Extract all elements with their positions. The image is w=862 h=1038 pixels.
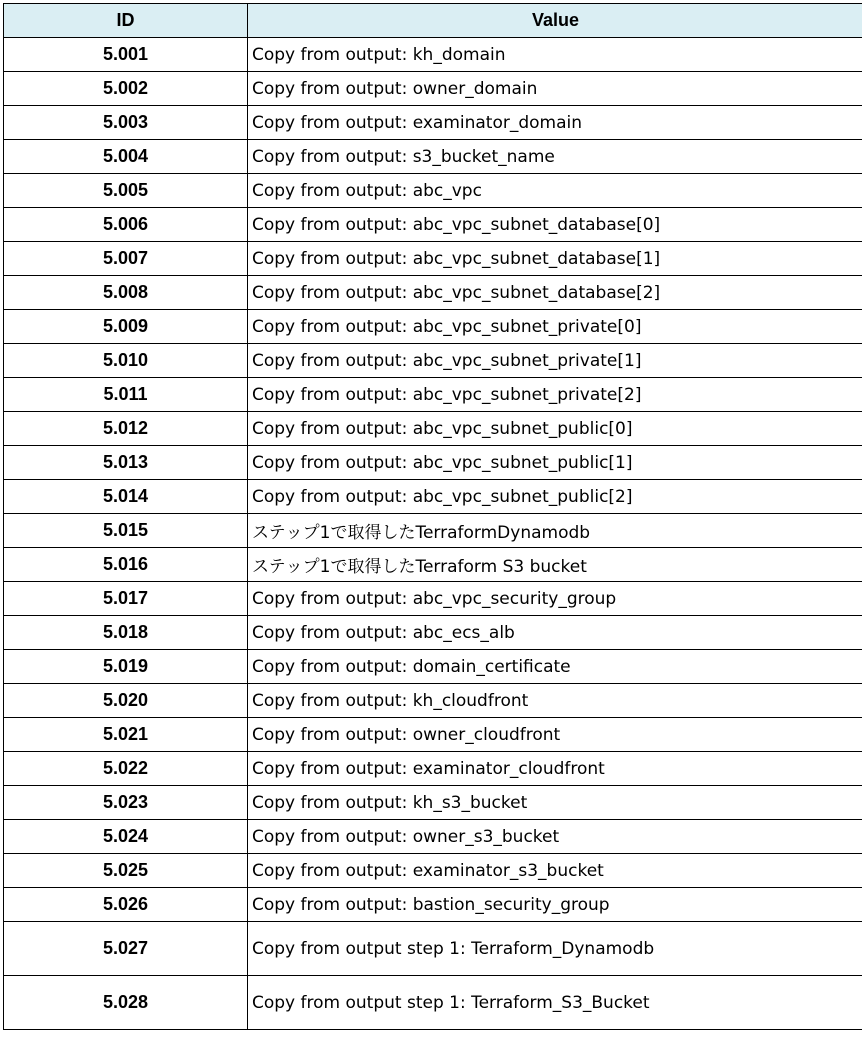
row-id-cell[interactable]: 5.002 xyxy=(4,72,248,106)
row-value-cell[interactable]: Copy from output: abc_vpc_subnet_database[1] xyxy=(248,242,862,276)
table-row xyxy=(4,786,862,820)
table-row xyxy=(4,242,862,276)
row-id-cell[interactable]: 5.026 xyxy=(4,888,248,922)
table-row xyxy=(4,344,862,378)
row-id-cell[interactable]: 5.019 xyxy=(4,650,248,684)
id-value-table xyxy=(3,3,862,1030)
row-id-cell[interactable]: 5.013 xyxy=(4,446,248,480)
row-value-cell[interactable]: Copy from output: examinator_cloudfront xyxy=(248,752,862,786)
row-value-cell[interactable]: Copy from output: abc_vpc_subnet_public[2] xyxy=(248,480,862,514)
row-id-cell[interactable]: 5.017 xyxy=(4,582,248,616)
row-value-cell[interactable]: Copy from output: abc_vpc_subnet_database[2] xyxy=(248,276,862,310)
table-row xyxy=(4,922,862,976)
row-id-cell[interactable]: 5.012 xyxy=(4,412,248,446)
row-value-cell[interactable]: ステップ1で取得したTerraformDynamodb xyxy=(248,514,862,548)
table-row xyxy=(4,310,862,344)
row-value-cell[interactable]: Copy from output: owner_s3_bucket xyxy=(248,820,862,854)
row-value-cell[interactable]: Copy from output: owner_cloudfront xyxy=(248,718,862,752)
row-id-cell[interactable]: 5.018 xyxy=(4,616,248,650)
row-value-cell[interactable]: Copy from output: abc_ecs_alb xyxy=(248,616,862,650)
row-value-cell[interactable]: Copy from output: kh_domain xyxy=(248,38,862,72)
row-value-cell[interactable]: ステップ1で取得したTerraform S3 bucket xyxy=(248,548,862,582)
row-value-cell[interactable]: Copy from output: kh_s3_bucket xyxy=(248,786,862,820)
row-id-cell[interactable]: 5.011 xyxy=(4,378,248,412)
row-id-cell[interactable]: 5.007 xyxy=(4,242,248,276)
row-value-cell[interactable]: Copy from output: bastion_security_group xyxy=(248,888,862,922)
row-value-cell[interactable]: Copy from output: abc_vpc_subnet_public[0] xyxy=(248,412,862,446)
row-id-cell[interactable]: 5.027 xyxy=(4,922,248,976)
table-row xyxy=(4,38,862,72)
row-id-cell[interactable]: 5.020 xyxy=(4,684,248,718)
table-row xyxy=(4,514,862,548)
header-value[interactable]: Value xyxy=(248,4,862,38)
row-id-cell[interactable]: 5.016 xyxy=(4,548,248,582)
row-id-cell[interactable]: 5.005 xyxy=(4,174,248,208)
table-row xyxy=(4,174,862,208)
row-id-cell[interactable]: 5.028 xyxy=(4,976,248,1030)
table-row xyxy=(4,276,862,310)
row-id-cell[interactable]: 5.001 xyxy=(4,38,248,72)
table-row xyxy=(4,140,862,174)
row-value-cell[interactable]: Copy from output: s3_bucket_name xyxy=(248,140,862,174)
row-id-cell[interactable]: 5.024 xyxy=(4,820,248,854)
table-row xyxy=(4,72,862,106)
row-id-cell[interactable]: 5.021 xyxy=(4,718,248,752)
table-row xyxy=(4,480,862,514)
header-id[interactable]: ID xyxy=(4,4,248,38)
table-row xyxy=(4,412,862,446)
row-value-cell[interactable]: Copy from output: abc_vpc_subnet_private[2] xyxy=(248,378,862,412)
row-value-cell[interactable]: Copy from output: abc_vpc_subnet_database[0] xyxy=(248,208,862,242)
header-row xyxy=(4,4,862,38)
table-row xyxy=(4,976,862,1030)
row-id-cell[interactable]: 5.022 xyxy=(4,752,248,786)
row-id-cell[interactable]: 5.004 xyxy=(4,140,248,174)
row-id-cell[interactable]: 5.010 xyxy=(4,344,248,378)
row-id-cell[interactable]: 5.006 xyxy=(4,208,248,242)
row-id-cell[interactable]: 5.003 xyxy=(4,106,248,140)
row-value-cell[interactable]: Copy from output: domain_certificate xyxy=(248,650,862,684)
table-row xyxy=(4,582,862,616)
row-id-cell[interactable]: 5.025 xyxy=(4,854,248,888)
row-value-cell[interactable]: Copy from output: abc_vpc_subnet_private[0] xyxy=(248,310,862,344)
row-value-cell[interactable]: Copy from output step 1: Terraform_Dynamodb xyxy=(248,922,862,976)
row-id-cell[interactable]: 5.015 xyxy=(4,514,248,548)
table-row xyxy=(4,378,862,412)
row-id-cell[interactable]: 5.009 xyxy=(4,310,248,344)
row-value-cell[interactable]: Copy from output: abc_vpc_security_group xyxy=(248,582,862,616)
row-value-cell[interactable]: Copy from output: owner_domain xyxy=(248,72,862,106)
table-row xyxy=(4,650,862,684)
row-id-cell[interactable]: 5.023 xyxy=(4,786,248,820)
row-value-cell[interactable]: Copy from output step 1: Terraform_S3_Bucket xyxy=(248,976,862,1030)
row-value-cell[interactable]: Copy from output: abc_vpc_subnet_public[1] xyxy=(248,446,862,480)
table-row xyxy=(4,684,862,718)
table-row xyxy=(4,820,862,854)
table-row xyxy=(4,718,862,752)
row-id-cell[interactable]: 5.014 xyxy=(4,480,248,514)
table-row xyxy=(4,616,862,650)
row-value-cell[interactable]: Copy from output: kh_cloudfront xyxy=(248,684,862,718)
table-row xyxy=(4,208,862,242)
table-row xyxy=(4,854,862,888)
table-row xyxy=(4,106,862,140)
row-value-cell[interactable]: Copy from output: examinator_domain xyxy=(248,106,862,140)
table-row xyxy=(4,752,862,786)
table-row xyxy=(4,446,862,480)
row-value-cell[interactable]: Copy from output: abc_vpc xyxy=(248,174,862,208)
row-value-cell[interactable]: Copy from output: abc_vpc_subnet_private[1] xyxy=(248,344,862,378)
row-value-cell[interactable]: Copy from output: examinator_s3_bucket xyxy=(248,854,862,888)
table-row xyxy=(4,548,862,582)
table-row xyxy=(4,888,862,922)
row-id-cell[interactable]: 5.008 xyxy=(4,276,248,310)
